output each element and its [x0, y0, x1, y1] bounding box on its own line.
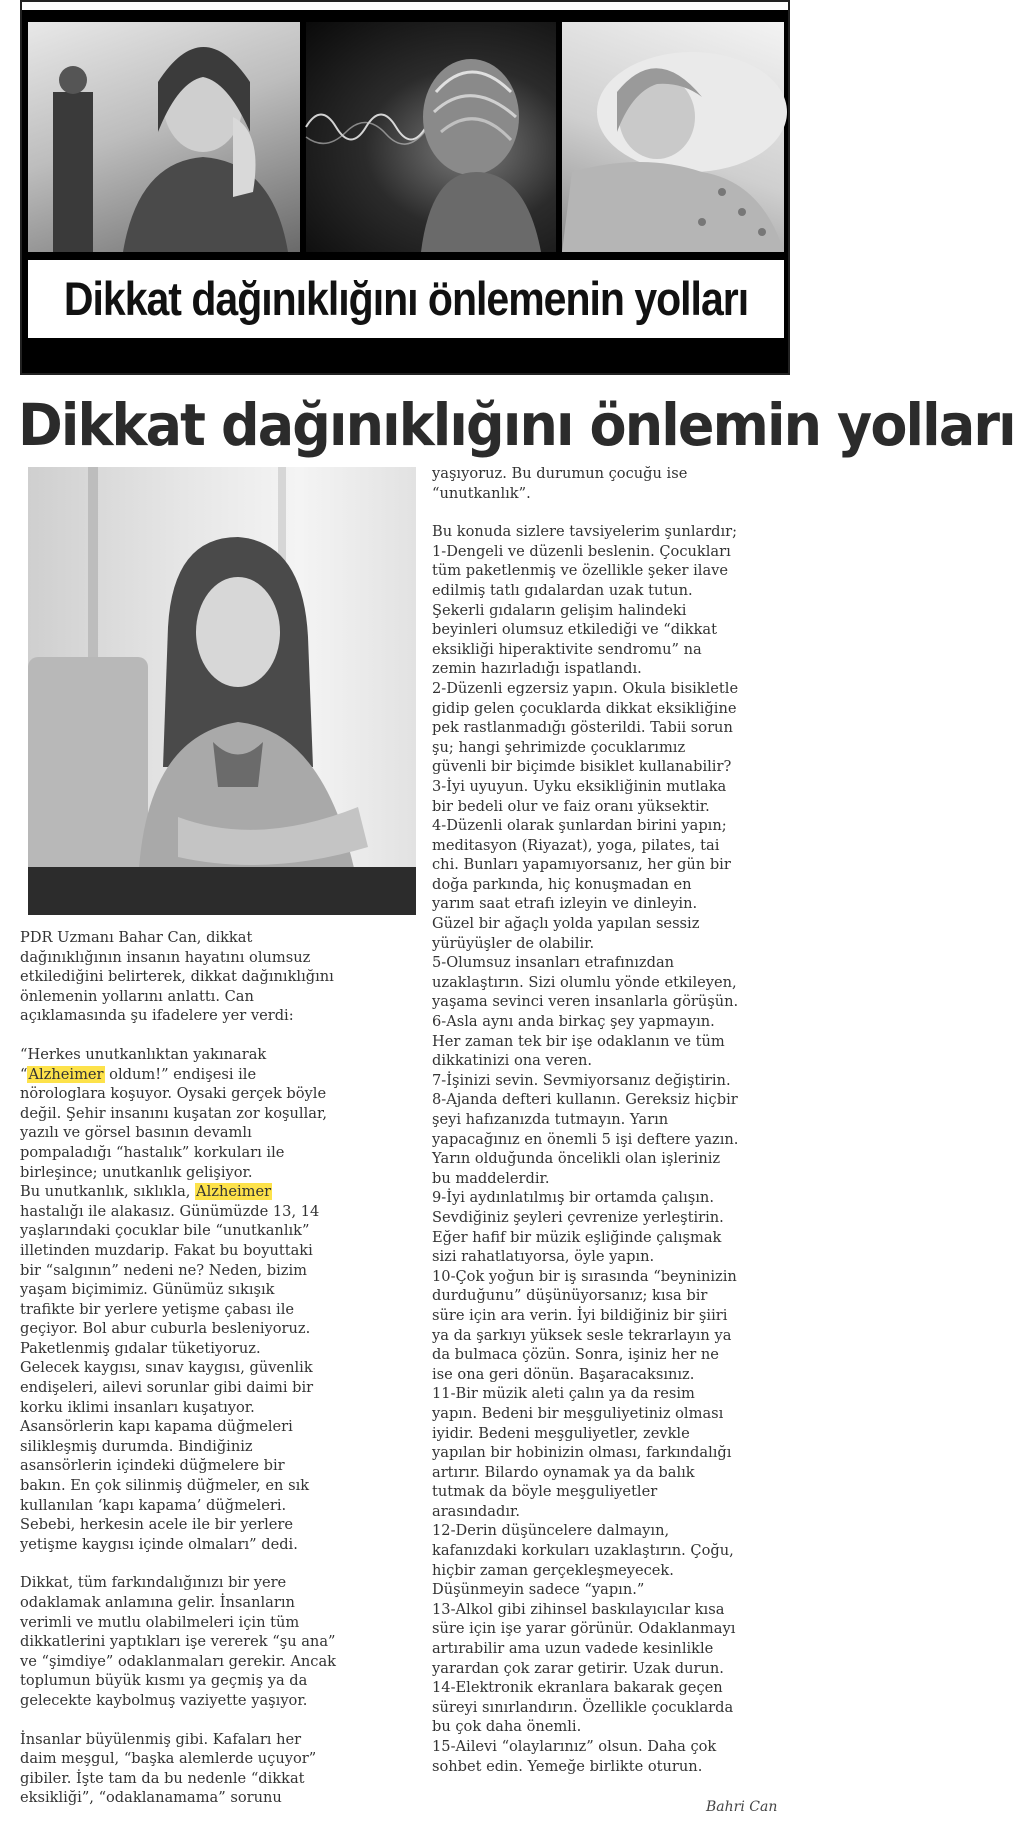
text-line: “Alzheimer oldum!” endişesi ile	[20, 1065, 257, 1083]
brain-waves-image	[306, 22, 556, 252]
text-line: zemin hazırladığı ispatlandı.	[432, 660, 642, 678]
text-line: önlemenin yollarını anlattı. Can	[20, 987, 254, 1005]
text-line: Her zaman tek bir işe odaklanın ve tüm	[432, 1032, 725, 1050]
banner-top-strip	[22, 2, 788, 10]
text-line: doğa parkında, hiç konuşmadan en	[432, 875, 692, 893]
text-line: Şekerli gıdaların gelişim halindeki	[432, 601, 687, 619]
text-line: yapın. Bedeni bir meşguliyetiniz olması	[432, 1404, 724, 1422]
text-line: 2-Düzenli egzersiz yapın. Okula bisikletle	[432, 679, 739, 697]
quote-paragraph	[20, 1045, 418, 1554]
text-line: ve “şimdiye” odaklanmaları gerekir. Ancak	[20, 1652, 337, 1670]
text-line: Eğer hafif bir müzik eşliğinde çalışmak	[432, 1228, 722, 1246]
text-line: güvenli bir biçimde bisiklet kullanabilir?	[432, 758, 732, 776]
text-line: şu; hangi şehrimizde çocuklarımız	[432, 738, 686, 756]
text-line: 3-İyi uyuyun. Uyku eksikliğinin mutlaka	[432, 777, 727, 795]
text-line: yürüyüşler de olabilir.	[432, 934, 595, 952]
sleeping-woman-image	[562, 22, 784, 252]
paragraph-gap	[20, 1554, 418, 1573]
author-signature: Bahri Can	[706, 1799, 778, 1815]
text-line: meditasyon (Riyazat), yoga, pilates, tai	[432, 836, 720, 854]
text-line: artırır. Bilardo oynamak ya da balık	[432, 1463, 695, 1481]
header-banner	[20, 0, 790, 375]
banner-caption	[28, 260, 784, 338]
text-line: verimli ve mutlu olabilmeleri için tüm	[20, 1613, 300, 1631]
text-line: daim meşgul, “başka alemlerde uçuyor”	[20, 1750, 317, 1768]
text-line: yetişme kaygısı içinde olmaları” dedi.	[20, 1535, 298, 1553]
text-line: süre için işe yarar görünür. Odaklanmayı	[432, 1620, 736, 1638]
text-line: 1-Dengeli ve düzenli beslenin. Çocukları	[432, 542, 731, 560]
text-line: şeyi hafızanızda tutmayın. Yarın	[432, 1111, 669, 1128]
text-line: sohbet edin. Yemeğe birlikte oturun.	[432, 1757, 703, 1775]
text-line: geçiyor. Bol abur cuburla besleniyoruz.	[20, 1320, 311, 1338]
text-line: toplumun büyük kısmı ya geçmiş ya da	[20, 1672, 308, 1690]
text-line: etkilediğini belirterek, dikkat dağınıklığını	[20, 968, 334, 986]
text-line	[20, 1182, 418, 1202]
text-line: Dikkat, tüm farkındalığınızı bir yere	[20, 1574, 287, 1592]
continuation-paragraph	[432, 464, 792, 503]
text-line: silikleşmiş durumda. Bindiğiniz	[20, 1437, 253, 1455]
text-line: eksikliği”, “odaklanamama” sorunu	[20, 1789, 282, 1807]
paragraph-gap	[432, 503, 792, 522]
text-line: tüm paketlenmiş ve özellikle şeker ilave	[432, 562, 729, 580]
text-line: eksikliği hiperaktivite sendromu” na	[432, 640, 702, 658]
tips-list	[432, 522, 792, 1776]
text-line: 6-Asla aynı anda birkaç şey yapmayın.	[432, 1013, 715, 1031]
text-line: dikkatlerini yaptıkları işe vererek “şu ana”	[20, 1633, 336, 1651]
text-line: 5-Olumsuz insanları etrafınızdan	[432, 954, 675, 972]
text-line: 13-Alkol gibi zihinsel baskılayıcılar kısa	[432, 1600, 725, 1618]
stressed-woman-image	[28, 22, 300, 252]
text-line: hastalığı ile alakasız. Günümüzde 13, 14	[20, 1202, 320, 1220]
text-line: 10-Çok yoğun bir iş sırasında “beyninizin	[432, 1267, 737, 1285]
text-line: Paketlenmiş gıdalar tüketiyoruz.	[20, 1339, 261, 1357]
text-line: dikkatinizi ona veren.	[432, 1052, 593, 1070]
article-headline: Dikkat dağınıklığını önlemin yolları	[18, 391, 1015, 459]
text-line: “unutkanlık”.	[432, 484, 531, 502]
text-line: illetinden muzdarip. Fakat bu boyuttaki	[20, 1241, 313, 1259]
portrait-illustration	[28, 467, 416, 915]
brain-waves-illustration	[306, 22, 556, 252]
paragraph-gap	[20, 1026, 418, 1045]
text-line: bir “salgının” nedeni ne? Neden, bizim	[20, 1261, 308, 1279]
text-line: asansörlerin içindeki düğmelere bir	[20, 1457, 285, 1475]
text-line: gelecekte kaybolmuş vaziyette yaşıyor.	[20, 1691, 308, 1709]
text-line: PDR Uzmanı Bahar Can, dikkat	[20, 929, 253, 946]
text-line: yaşlarındaki çocuklar bile “unutkanlık”	[20, 1222, 310, 1240]
portrait-photo	[28, 467, 416, 915]
text-line: 14-Elektronik ekranlara bakarak geçen	[432, 1679, 723, 1697]
text-line: gibiler. İşte tam da bu nedenle “dikkat	[20, 1769, 305, 1787]
text-line: Gelecek kaygısı, sınav kaygısı, güvenlik	[20, 1359, 313, 1377]
text-line: endişeleri, ailevi sorunlar gibi daimi bir	[20, 1379, 314, 1397]
text-line: Düşünmeyin sadece “yapın.”	[432, 1581, 645, 1599]
text-line: ya da şarkıyı yüksek sesle tekrarlayın ya	[432, 1326, 732, 1344]
text-line: yaşıyoruz. Bu durumun çocuğu ise	[432, 465, 688, 482]
text-line: 11-Bir müzik aleti çalın ya da resim	[432, 1385, 695, 1403]
intro-paragraph	[20, 928, 418, 1026]
text-line: Güzel bir ağaçlı yolda yapılan sessiz	[432, 915, 700, 933]
text-fragment: oldum!” endişesi ile	[104, 1065, 257, 1083]
text-line: da bulmaca çözün. Sonra, işiniz her ne	[432, 1346, 719, 1364]
text-line: ise ona geri dönün. Başaracaksınız.	[432, 1365, 695, 1383]
text-line: Asansörlerin kapı kapama düğmeleri	[20, 1418, 293, 1436]
text-line: 4-Düzenli olarak şunlardan birini yapın;	[432, 817, 727, 835]
text-line: “Herkes unutkanlıktan yakınarak	[20, 1045, 267, 1063]
text-line: yarardan çok zarar getirir. Uzak durun.	[432, 1659, 724, 1677]
banner-caption-text: Dikkat dağınıklığını önlemenin yolları	[63, 271, 749, 325]
text-line: bir bedeli olur ve faiz oranı yüksektir.	[432, 797, 710, 815]
text-line: 8-Ajanda defteri kullanın. Gereksiz hiçbir	[432, 1091, 738, 1109]
text-line: sizi rahatlatıyorsa, öyle yapın.	[432, 1248, 655, 1266]
text-line: korku iklimi insanları kuşatıyor.	[20, 1398, 255, 1416]
text-line: değil. Şehir insanını kuşatan zor koşullar,	[20, 1104, 327, 1122]
text-line: chi. Bunları yapamıyorsanız, her gün bir	[432, 856, 731, 874]
text-line: arasındadır.	[432, 1502, 520, 1520]
text-line: süre için ara verin. İyi bildiğiniz bir şiiri	[432, 1306, 728, 1324]
text-line: yazılı ve görsel basının devamlı	[20, 1124, 252, 1142]
text-line: bakın. En çok silinmiş düğmeler, en sık	[20, 1477, 310, 1495]
text-line: tutmak da böyle meşguliyetler	[432, 1483, 658, 1501]
sleeping-woman-illustration	[562, 22, 784, 252]
text-line: yaşam biçimimiz. Günümüz sıkışık	[20, 1281, 275, 1299]
attention-paragraph	[20, 1573, 418, 1710]
text-line: gidip gelen çocuklarda dikkat eksikliğine	[432, 699, 737, 717]
quote-lines	[20, 1202, 418, 1555]
text-line: Yarın olduğunda öncelikli olan işleriniz	[432, 1150, 721, 1168]
text-line: edilmiş tatlı gıdalardan uzak tutun.	[432, 581, 693, 599]
text-line: Sevdiğiniz şeyleri çevrenize yerleştirin.	[432, 1208, 724, 1226]
people-paragraph	[20, 1730, 418, 1808]
text-line: bu çok daha önemli.	[432, 1718, 582, 1736]
text-line: yapılan bir hobinizin olması, farkındalığı	[432, 1444, 732, 1462]
text-line: 12-Derin düşüncelere dalmayın,	[432, 1522, 670, 1540]
text-line: trafikte bir yerlere yetişme çabası ile	[20, 1300, 294, 1318]
text-line: durduğunu” düşünüyorsanız; kısa bir	[432, 1287, 708, 1305]
text-line: birleşince; unutkanlık gelişiyor.	[20, 1163, 253, 1181]
text-line: bu maddelerdir.	[432, 1169, 550, 1187]
text-line: kullanılan ‘kapı kapama’ düğmeleri.	[20, 1496, 287, 1514]
text-line: yapacağınız en önemli 5 işi deftere yazın.	[432, 1130, 739, 1148]
text-line: dağınıklığının insanın hayatını olumsuz	[20, 948, 311, 966]
left-text-column	[20, 928, 418, 1808]
text-line: yaşama sevinci veren insanlarla görüşün.	[432, 993, 739, 1011]
text-line: kafanızdaki korkuları uzaklaştırın. Çoğu,	[432, 1542, 734, 1560]
text-line: 9-İyi aydınlatılmış bir ortamda çalışın.	[432, 1189, 714, 1207]
text-line: odaklamak anlamına gelir. İnsanların	[20, 1594, 295, 1611]
text-line: artırabilir ama uzun vadede kesinlikle	[432, 1640, 714, 1658]
text-line: 15-Ailevi “olaylarınız” olsun. Daha çok	[432, 1738, 717, 1755]
right-text-column	[432, 464, 792, 1776]
stressed-woman-illustration	[28, 22, 300, 252]
text-line: iyidir. Bedeni meşguliyetler, zevkle	[432, 1424, 690, 1442]
text-line: süreyi sınırlandırın. Özellikle çocuklarda	[432, 1698, 734, 1716]
text-line: hiçbir zaman gerçekleşmeyecek.	[432, 1561, 674, 1579]
text-fragment: Bu unutkanlık, sıklıkla,	[20, 1183, 196, 1201]
text-line: Sebebi, herkesin acele ile bir yerlere	[20, 1516, 294, 1534]
paragraph-gap	[20, 1711, 418, 1730]
text-line: uzaklaştırın. Sizi olumlu yönde etkileyen,	[432, 973, 737, 991]
text-line: yarım saat etrafı izleyin ve dinleyin.	[432, 895, 698, 913]
text-line: pompaladığı “hastalık” korkuları ile	[20, 1143, 285, 1161]
quote-lines	[20, 1084, 418, 1182]
text-line: İnsanlar büyülenmiş gibi. Kafaları her	[20, 1730, 302, 1748]
highlight-alzheimer-1: Alzheimer	[28, 1065, 104, 1083]
text-line: beyinleri olumsuz etkilediği ve “dikkat	[432, 621, 717, 639]
text-line: Bu konuda sizlere tavsiyelerim şunlardır;	[432, 523, 738, 541]
text-line: 7-İşinizi sevin. Sevmiyorsanız değiştirin.	[432, 1071, 731, 1089]
text-line: nörologlara koşuyor. Oysaki gerçek böyle	[20, 1085, 327, 1103]
highlight-alzheimer-2: Alzheimer	[196, 1183, 272, 1201]
text-line: açıklamasında şu ifadelere yer verdi:	[20, 1007, 294, 1025]
text-line: pek rastlanmadığı gösterildi. Tabii sorun	[432, 719, 733, 737]
